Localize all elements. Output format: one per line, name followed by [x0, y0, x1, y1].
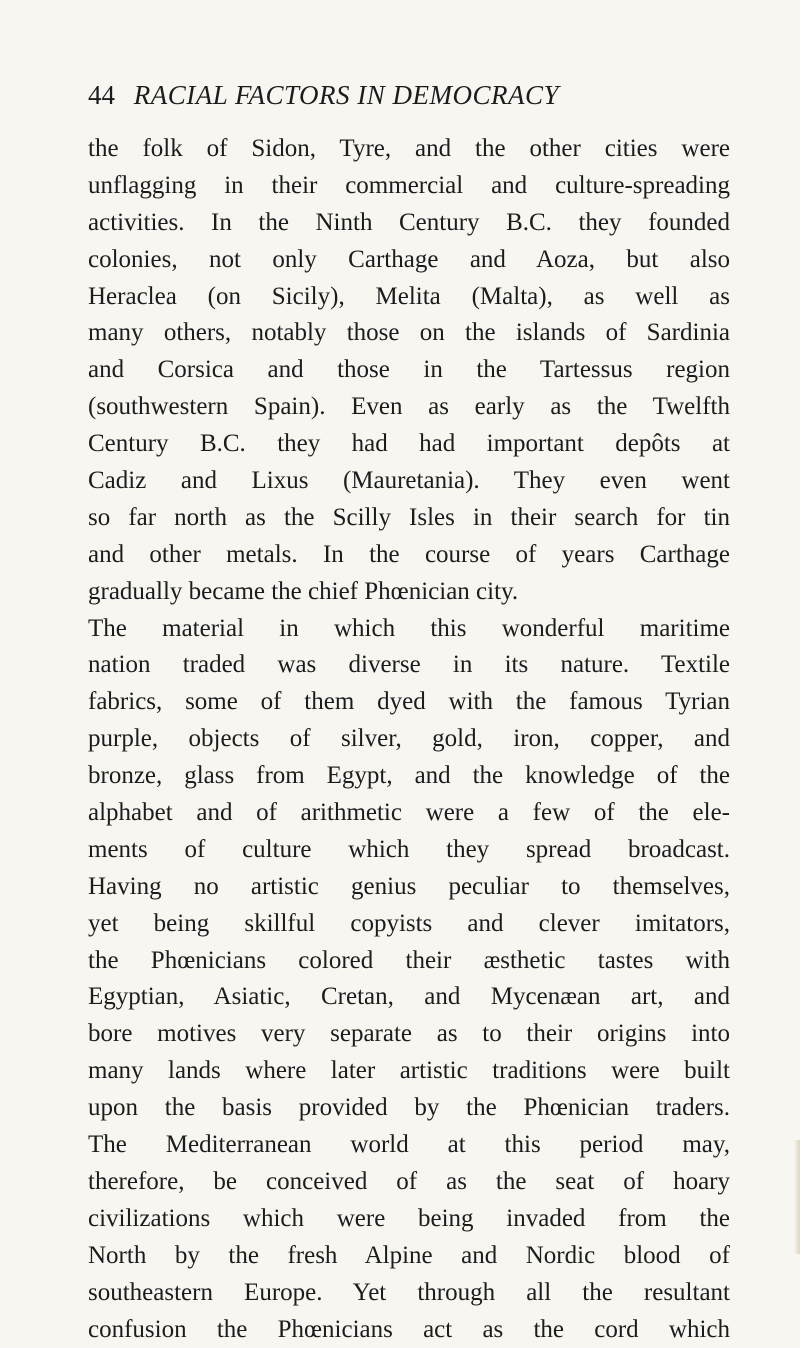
page-edge-shadow [794, 1140, 800, 1254]
text-line: ments of culture which they spread broadcast. [88, 832, 730, 869]
text-line: alphabet and of arithmetic were a few of the ele- [88, 795, 730, 832]
text-line: Heraclea (on Sicily), Melita (Malta), as well as [88, 279, 730, 316]
text-line: unflagging in their commercial and culture-spreading [88, 168, 730, 205]
text-line: and other metals. In the course of years Carthage [88, 537, 730, 574]
text-line: civilizations which were being invaded from the [88, 1201, 730, 1238]
text-line: purple, objects of silver, gold, iron, copper, and [88, 721, 730, 758]
page-number: 44 [88, 80, 115, 110]
text-line: so far north as the Scilly Isles in their search for tin [88, 500, 730, 537]
running-title: RACIAL FACTORS IN DEMOCRACY [134, 80, 559, 110]
text-line: colonies, not only Carthage and Aoza, but also [88, 242, 730, 279]
text-line: and Corsica and those in the Tartessus region [88, 352, 730, 389]
text-line: southeastern Europe. Yet through all the resultant [88, 1275, 730, 1312]
text-line: Cadiz and Lixus (Mauretania). They even went [88, 463, 730, 500]
text-line: North by the fresh Alpine and Nordic blood of [88, 1238, 730, 1275]
text-line: fabrics, some of them dyed with the famous Tyrian [88, 684, 730, 721]
text-line: Egyptian, Asiatic, Cretan, and Mycenæan art, and [88, 979, 730, 1016]
text-line: The Mediterranean world at this period may, [88, 1127, 730, 1164]
text-line: upon the basis provided by the Phœnician traders. [88, 1090, 730, 1127]
text-line: (southwestern Spain). Even as early as the Twelfth [88, 389, 730, 426]
text-line: many others, notably those on the islands of Sardinia [88, 315, 730, 352]
text-line: the Phœnicians colored their æsthetic tastes with [88, 943, 730, 980]
text-line: bronze, glass from Egypt, and the knowledge of the [88, 758, 730, 795]
page-header [88, 78, 728, 112]
text-line: many lands where later artistic traditions were built [88, 1053, 730, 1090]
text-line: gradually became the chief Phœnician city. [88, 574, 730, 611]
text-line: The material in which this wonderful maritime [88, 611, 730, 648]
body-text [88, 131, 730, 1348]
text-line: confusion the Phœnicians act as the cord which [88, 1312, 730, 1348]
text-line: the folk of Sidon, Tyre, and the other cities were [88, 131, 730, 168]
text-line: nation traded was diverse in its nature. Textile [88, 647, 730, 684]
text-line: therefore, be conceived of as the seat of hoary [88, 1164, 730, 1201]
text-line: activities. In the Ninth Century B.C. they founded [88, 205, 730, 242]
text-line: Having no artistic genius peculiar to themselves, [88, 869, 730, 906]
text-line: yet being skillful copyists and clever imitators, [88, 906, 730, 943]
text-line: Century B.C. they had had important depôts at [88, 426, 730, 463]
text-line: bore motives very separate as to their origins into [88, 1016, 730, 1053]
